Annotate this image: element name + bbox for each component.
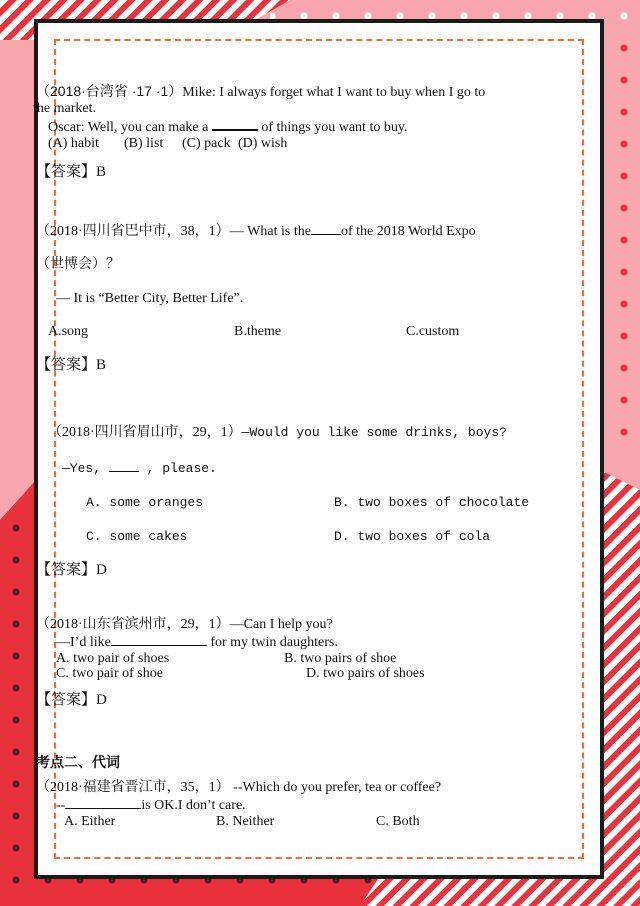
section-heading: 考点二、代词: [36, 755, 120, 771]
q5-source: （2018·福建省晋江市，35，1）: [36, 780, 230, 795]
q1-line1: Mike: I always forget what I want to buy when I go to: [182, 85, 486, 100]
q1-option-b: (B) list: [124, 136, 164, 151]
q5-line2a: --: [56, 798, 66, 813]
q4-line2b: for my twin daughters.: [210, 635, 338, 650]
q4-option-d: D. two pairs of shoes: [306, 666, 425, 681]
q4-line1: —Can I help you?: [229, 617, 333, 632]
q2-line3: — It is “Better City, Better Life”.: [56, 291, 244, 306]
question-5: [36, 780, 536, 830]
question-4: [36, 617, 536, 708]
q3-answer: 【答案】D: [36, 562, 107, 578]
q1-line3a: Oscar: Well, you can make a: [48, 120, 209, 135]
q5-option-c: C. Both: [376, 814, 420, 829]
q2-option-a: A.song: [48, 324, 89, 339]
q1-blank: [212, 117, 258, 131]
q2-option-c: C.custom: [406, 324, 460, 339]
q1-option-c: (C) pack: [182, 136, 231, 151]
q5-option-a: A. Either: [64, 814, 116, 829]
q1-line2: the market.: [33, 101, 96, 116]
q4-answer: 【答案】D: [36, 692, 107, 708]
question-2: [36, 222, 536, 373]
q3-blank: [109, 459, 139, 472]
q3-line2a: —Yes,: [62, 461, 102, 476]
q2-option-b: B.theme: [234, 324, 282, 339]
q2-source: （2018·四川省巴中市，38，1）: [36, 224, 230, 239]
q5-option-b: B. Neither: [216, 814, 275, 829]
q4-option-a: A. two pair of shoes: [56, 651, 170, 666]
q2-line2: （世博会）？: [36, 257, 120, 272]
q1-option-a: (A) habit: [48, 136, 99, 151]
q4-source: （2018·山东省滨州市，29，1）: [36, 617, 230, 632]
q4-option-b: B. two pairs of shoe: [284, 651, 397, 666]
q3-line2b: , please.: [146, 461, 217, 476]
q1-option-d: (D) wish: [238, 136, 288, 151]
q1-line3b: of things you want to buy.: [261, 120, 408, 135]
question-1: [33, 83, 536, 180]
q1-answer: 【答案】B: [36, 164, 107, 180]
q5-blank: [65, 796, 141, 809]
q3-source: （2018·四川省眉山市，29，1）: [48, 425, 242, 440]
q2-line1b: of the 2018 World Expo: [340, 224, 476, 239]
q3-option-b: B. two boxes of chocolate: [334, 495, 530, 510]
q3-option-d: D. two boxes of cola: [334, 529, 491, 544]
question-3: [36, 425, 536, 578]
q5-line2b: is OK.I don’t care.: [141, 798, 246, 813]
q1-source: （2018·台湾省 ·17 ·1）: [36, 83, 183, 99]
q3-option-c: C. some cakes: [86, 529, 188, 544]
q4-line2a: —I’d like: [56, 635, 111, 650]
q3-option-a: A. some oranges: [86, 495, 204, 510]
q2-line1a: — What is the: [229, 224, 311, 239]
q4-blank: [111, 633, 207, 646]
q2-answer: 【答案】B: [36, 357, 107, 373]
q4-option-c: C. two pair of shoe: [56, 666, 163, 681]
q5-line1: --Which do you prefer, tea or coffee?: [233, 780, 442, 795]
q2-blank: [311, 222, 341, 235]
q3-line1: —Would you like some drinks, boys?: [241, 425, 507, 440]
